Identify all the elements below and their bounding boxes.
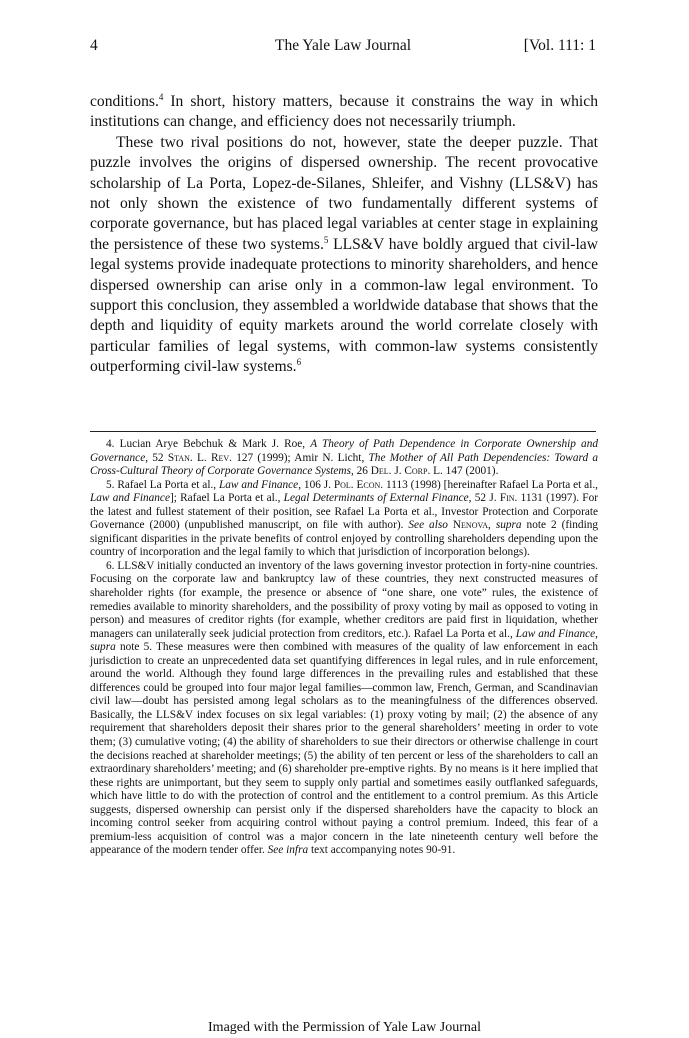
permission-footer: Imaged with the Permission of Yale Law Journal bbox=[208, 1020, 481, 1035]
footnote-6: 6. LLS&V initially conducted an inventory of the laws governing investor protection in forty-nine countries. Focusing on the corporate law and bankruptcy law of these countries, they next constructed measures of shareholder rights (for example, the presence or absence of “one share, one vote” rules, the existence of remedies available to minority shareholders, and the possibility of proxy voting by mail as opposed to voting in person) and measures of creditor rights (for example, whether creditors are paid first in liquidation, whether managers can unilaterally seek judicial protection from creditors, etc.). Rafael La Porta et al., Law and Finance, supra note 5. These measures were then combined with measures of the quality of law enforcement in each jurisdiction to create an unprecedented data set quantifying differences in legal rules, and in rule enforcement, around the world. Although they found large differences in the prevailing rules and established that these differences could be grouped into four major legal families—common law, French, German, and Scandinavian civil law—doubt has persisted among legal scholars as to the meaningfulness of the differences observed. Basically, the LLS&V index focuses on six legal variables: (1) proxy voting by mail; (2) the absence of any requirement that shareholders deposit their shares prior to the general shareholders’ meeting in order to vote them; (3) cumulative voting; (4) the ability of shareholders to sue their directors or otherwise challenge in court the decisions reached at shareholder meetings; (5) the ability of ten percent or less of the shareholders to call an extraordinary shareholders’ meeting; and (6) shareholder pre-emptive rights. By no means is it here implied that these rights are unimportant, but they seem to supply only partial and sometimes easily outflanked safeguards, which have little to do with the protection of control and the entitlement to a control premium. As this Article suggests, dispersed ownership can persist only if the dispersed shareholders have the capacity to block an incoming control seeker from acquiring control without paying a control premium. Indeed, this fear of a premium-less acquisition of control was a major concern in the late nineteenth century well before the appearance of the modern tender offer. See infra text accompanying notes 90-91. bbox=[90, 559, 598, 857]
footnote-ref-5[interactable]: 5 bbox=[323, 234, 329, 245]
footnote-5: 5. Rafael La Porta et al., Law and Finance, 106 J. Pol. Econ. 1113 (1998) [hereinafter Rafael La Porta et al., Law and Finance]; Rafael La Porta et al., Legal Determinants of External Finance, 52 J. Fin. 1131 (1997). For the latest and fullest statement of their position, see Rafael La Porta et al., Investor Protection and Corporate Governance (2000) (unpublished manuscript, on file with author). See also Nenova, supra note 2 (finding significant disparities in the private benefits of control enjoyed by controlling shareholders depending upon the country of incorporation and the legal family to which that jurisdiction of incorporation belongs). bbox=[90, 478, 599, 559]
footnote-4: 4. Lucian Arye Bebchuk & Mark J. Roe, A Theory of Path Dependence in Corporate Ownership and Governance, 52 Stan. L. Rev. 127 (1999); Amir N. Licht, The Mother of All Path Dependencies: Toward a Cross-Cultural Theory of Corporate Governance Systems, 26 Del. J. Corp. L. 147 (2001). bbox=[90, 438, 598, 478]
footnote-divider bbox=[90, 431, 596, 432]
text-run: In short, history matters, because it constrains the way in which institutions can change, and efficiency does not necessarily triumph. bbox=[90, 93, 598, 131]
text-run: These two rival positions do not, however, state the deeper puzzle. That puzzle involves the origins of dispersed ownership. The recent provocative scholarship of La Porta, Lopez-de-Silanes, Shleifer, and Vishny (LLS&V) has not only shown the existence of two fundamentally different systems of corporate governance, but has placed legal variables at center stage in explaining the persistence of these two systems. bbox=[90, 133, 598, 253]
main-text bbox=[90, 92, 598, 378]
volume-label: [Vol. 111: 1 bbox=[523, 37, 596, 54]
running-header bbox=[90, 36, 596, 58]
text-run: LLS&V have boldly argued that civil-law legal systems provide inadequate protections to minority shareholders, and hence dispersed ownership can arise only in a common-law legal environment. To support this conclusion, they assembled a worldwide database that shows that the depth and liquidity of equity markets around the world correlate closely with particular families of legal systems, with common-law systems consistently outperforming civil-law systems. bbox=[90, 235, 598, 376]
text-run: conditions. bbox=[90, 93, 159, 110]
paragraph-1 bbox=[90, 92, 598, 133]
paragraph-2 bbox=[90, 133, 598, 378]
footnote-ref-6[interactable]: 6 bbox=[296, 357, 302, 368]
journal-title: The Yale Law Journal bbox=[274, 37, 412, 54]
footnotes bbox=[90, 438, 598, 858]
footnote-ref-4[interactable]: 4 bbox=[158, 91, 164, 102]
page-number: 4 bbox=[90, 37, 98, 54]
